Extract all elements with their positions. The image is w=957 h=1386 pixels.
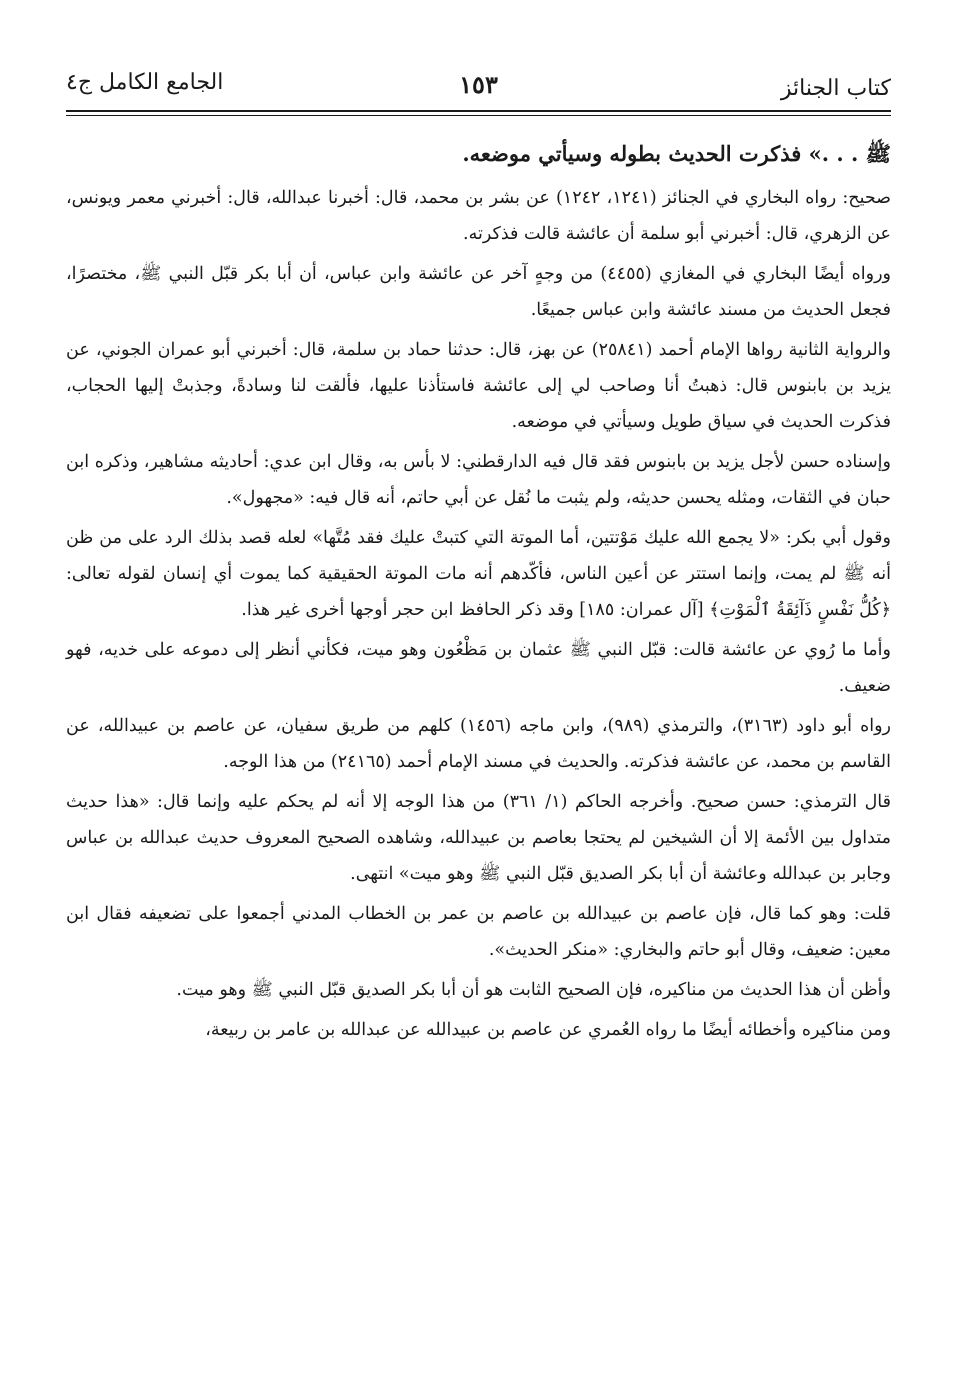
page-body — [66, 136, 891, 1048]
book-title: الجامع الكامل ج٤ — [66, 70, 224, 95]
paragraph: ورواه أيضًا البخاري في المغازي (٤٤٥٥) من وجهٍ آخر عن عائشة وابن عباس، أن أبا بكر قبّل النبي ﷺ، مختصرًا، فجعل الحديث من مسند عائشة وابن عباس جميعًا. — [66, 264, 892, 320]
paragraph: وأظن أن هذا الحديث من مناكيره، فإن الصحيح الثابت هو أن أبا بكر الصديق قبّل النبي ﷺ وهو ميت. — [176, 980, 891, 1000]
page-header — [66, 58, 891, 110]
paragraph: ﷺ . . .» فذكرت الحديث بطوله وسيأتي موضعه. — [462, 141, 891, 166]
paragraph: وأما ما رُوي عن عائشة قالت: قبّل النبي ﷺ عثمان بن مَظْعُون وهو ميت، فكأني أنظر إلى دموعه على خديه، فهو ضعيف. — [66, 640, 891, 696]
page-number: ١٥٣ — [459, 70, 498, 99]
paragraph: صحيح: رواه البخاري في الجنائز (١٢٤١، ١٢٤٢) عن بشر بن محمد، قال: أخبرنا عبدالله، قال: أخبرني معمر ويونس، عن الزهري، قال: أخبرني أبو سلمة أن عائشة قالت فذكرته. — [66, 188, 892, 244]
chapter-title: كتاب الجنائز — [780, 76, 891, 101]
header-rule — [66, 110, 891, 112]
paragraph: والرواية الثانية رواها الإمام أحمد (٢٥٨٤١) عن بهز، قال: حدثنا حماد بن سلمة، قال: أخبرني أبو عمران الجوني، عن يزيد بن بابنوس قال: ذهبتُ أنا وصاحب لي إلى عائشة فاستأذنا عليها، فألقت لنا وسادةً، وجذبتْ إليها الحجاب، فذكرت الحديث في سياق طويل وسيأتي في موضعه. — [66, 340, 891, 432]
paragraph: وإسناده حسن لأجل يزيد بن بابنوس فقد قال فيه الدارقطني: لا بأس به، وقال ابن عدي: أحاديثه مشاهير، وذكره ابن حبان في الثقات، ومثله يحسن حديثه، ولم يثبت ما نُقل عن أبي حاتم، أنه قال فيه: «مجهول». — [66, 452, 891, 508]
paragraph: رواه أبو داود (٣١٦٣)، والترمذي (٩٨٩)، وابن ماجه (١٤٥٦) كلهم من طريق سفيان، عن عاصم بن عبيدالله، عن القاسم بن محمد، عن عائشة فذكرته. والحديث في مسند الإمام أحمد (٢٤١٦٥) من هذا الوجه. — [66, 716, 892, 772]
paragraph: ومن مناكيره وأخطائه أيضًا ما رواه العُمري عن عاصم بن عبيدالله عن عبدالله بن عامر بن ربيعة، — [205, 1020, 891, 1040]
paragraph: قال الترمذي: حسن صحيح. وأخرجه الحاكم (١/ ٣٦١) من هذا الوجه إلا أنه لم يحكم عليه وإنما قال: «هذا حديث متداول بين الأئمة إلا أن الشيخين لم يحتجا بعاصم بن عبيدالله، وشاهده الصحيح المعروف حديث عبدالله بن عباس وجابر بن عبدالله وعائشة أن أبا بكر الصديق قبّل النبي ﷺ وهو ميت» انتهى. — [66, 792, 891, 884]
header-rule-thin — [66, 115, 891, 116]
book-page — [66, 58, 891, 1358]
paragraph: وقول أبي بكر: «لا يجمع الله عليك مَوْتتين، أما الموتة التي كتبتْ عليك فقد مُتَّها» لعله قصد بذلك الرد على من ظن أنه ﷺ لم يمت، وإنما استتر عن أعين الناس، فأكّدهم أنه مات الموتة الحقيقية كما يموت أي إنسان لقوله تعالى: ﴿كُلُّ نَفْسٍ ذَآئِقَةُ ٱلْمَوْتِ﴾ [آل عمران: ١٨٥] وقد ذكر الحافظ ابن حجر أوجها أخرى غير هذا. — [66, 528, 891, 620]
paragraph: قلت: وهو كما قال، فإن عاصم بن عبيدالله بن عاصم بن عمر بن الخطاب المدني أجمعوا على تضعيفه فقال ابن معين: ضعيف، وقال أبو حاتم والبخاري: «منكر الحديث». — [66, 904, 891, 960]
